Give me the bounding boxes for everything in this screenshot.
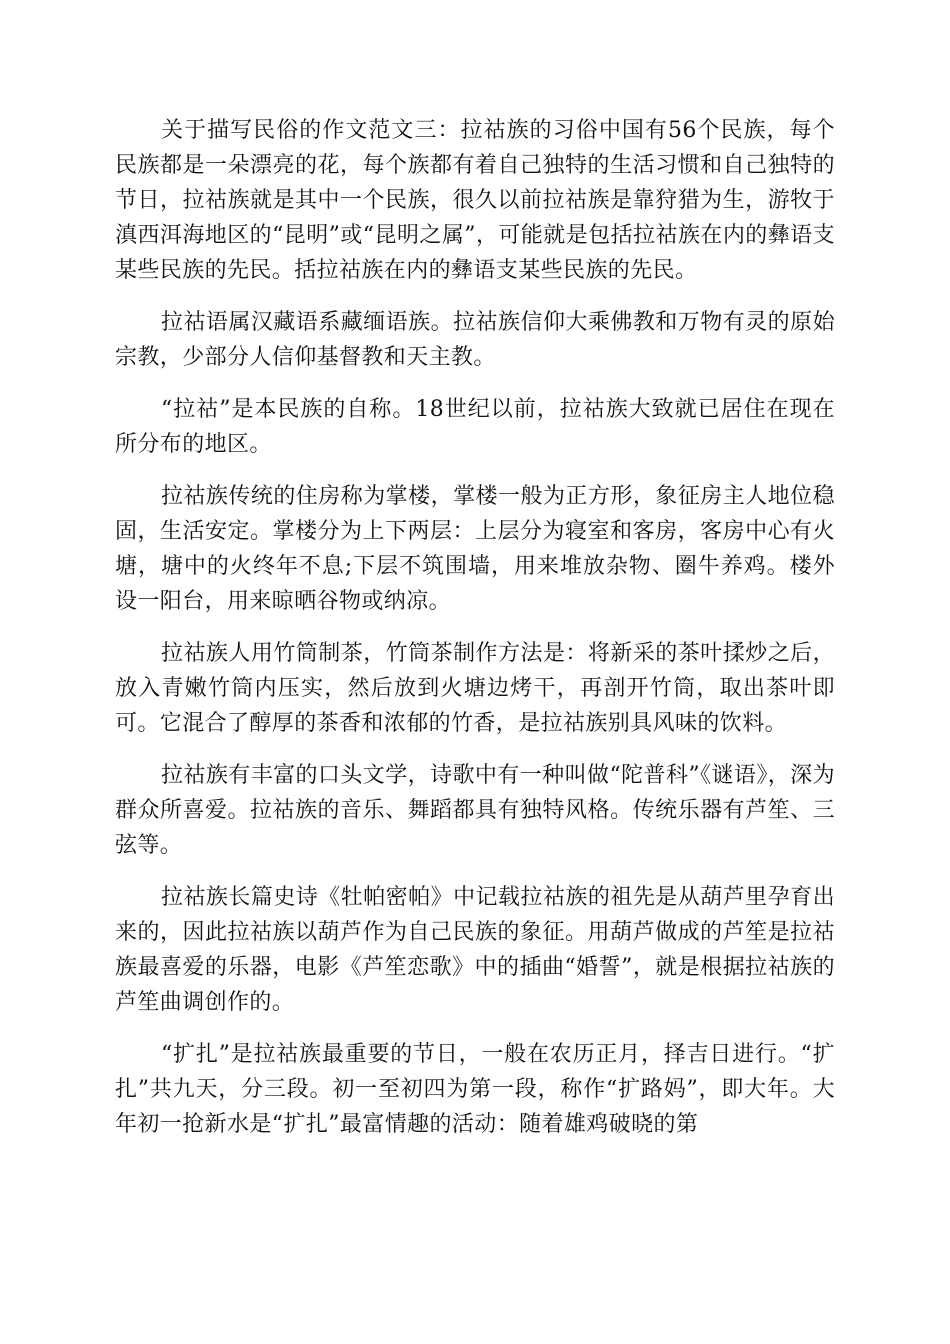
paragraph-oral-literature: 拉祜族有丰富的口头文学，诗歌中有一种叫做“陀普科”《谜语》，深为群众所喜爱。拉祜族的音乐、舞蹈都具有独特风格。传统乐器有芦笙、三弦等。 (115, 763, 835, 858)
paragraph-intro: 关于描写民俗的作文范文三：拉祜族的习俗中国有56个民族，每个民族都是一朵漂亮的花，每个族都有着自己独特的生活习惯和自己独特的节日，拉祜族就是其中一个民族，很久以前拉祜族是靠狩猎为生，游牧于滇西洱海地区的“昆明”或“昆明之属”，可能就是包括拉祜族在内的彝语支某些民族的先民。括拉祜族在内的彝语支某些民族的先民。 (115, 118, 835, 283)
paragraph-language-religion: 拉祜语属汉藏语系藏缅语族。拉祜族信仰大乘佛教和万物有灵的原始宗教，少部分人信仰基督教和天主教。 (115, 310, 835, 370)
paragraph-epic-gourd: 拉祜族长篇史诗《牡帕密帕》中记载拉祜族的祖先是从葫芦里孕育出来的，因此拉祜族以葫芦作为自己民族的象征。用葫芦做成的芦笙是拉祜族最喜爱的乐器，电影《芦笙恋歌》中的插曲“婚誓”，就是根据拉祜族的芦笙曲调创作的。 (115, 885, 835, 1015)
document-body (115, 113, 835, 1159)
paragraph-housing: 拉祜族传统的住房称为掌楼，掌楼一般为正方形，象征房主人地位稳固，生活安定。掌楼分为上下两层：上层分为寝室和客房，客房中心有火塘，塘中的火终年不息;下层不筑围墙，用来堆放杂物、圈牛养鸡。楼外设一阳台，用来晾晒谷物或纳凉。 (115, 484, 835, 614)
paragraph-self-name: “拉祜”是本民族的自称。18世纪以前，拉祜族大致就已居住在现在所分布的地区。 (115, 397, 835, 457)
paragraph-bamboo-tea: 拉祜族人用竹筒制茶，竹筒茶制作方法是：将新采的茶叶揉炒之后，放入青嫩竹筒内压实，然后放到火塘边烤干，再剖开竹筒，取出茶叶即可。它混合了醇厚的茶香和浓郁的竹香，是拉祜族别具风味的饮料。 (115, 641, 835, 736)
paragraph-kuozha-festival: “扩扎”是拉祜族最重要的节日，一般在农历正月，择吉日进行。“扩扎”共九天，分三段。初一至初四为第一段，称作“扩路妈”，即大年。大年初一抢新水是“扩扎”最富情趣的活动：随着雄鸡破晓的第 (115, 1042, 835, 1137)
